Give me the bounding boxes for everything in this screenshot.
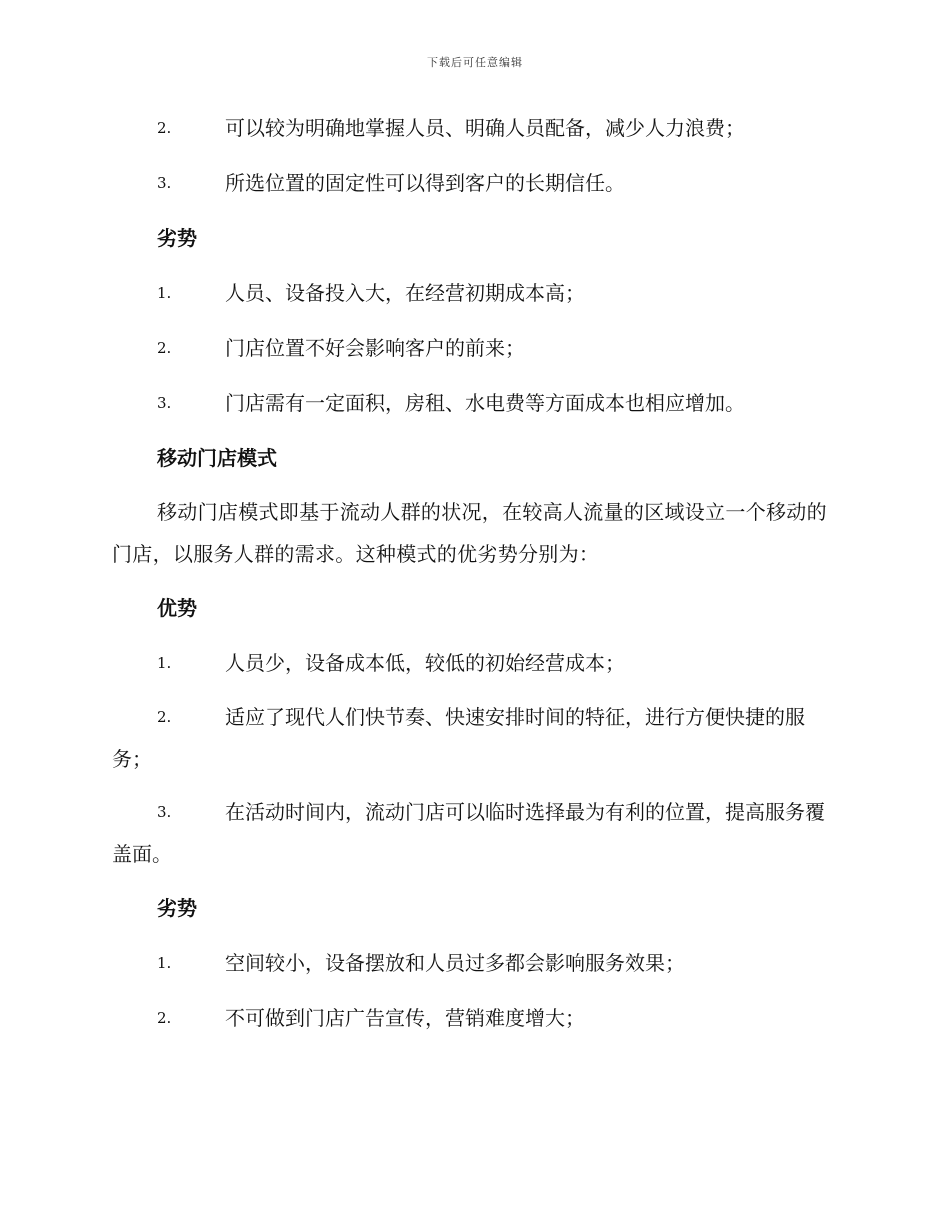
list-number: 2. <box>157 708 172 726</box>
list-text: 适应了现代人们快节奏、快速安排时间的特征，进行方便快捷的服务； <box>112 705 805 771</box>
list-text: 人员、设备投入大，在经营初期成本高； <box>225 281 585 305</box>
list-number: 3. <box>157 174 172 192</box>
list-item <box>112 941 834 985</box>
list-number: 1. <box>157 954 172 972</box>
list-item <box>112 161 834 205</box>
list-item <box>112 271 834 315</box>
list-text: 在活动时间内，流动门店可以临时选择最为有利的位置，提高服务覆盖面。 <box>112 800 825 866</box>
list-item <box>112 696 834 780</box>
list-number: 3. <box>157 803 172 821</box>
list-item <box>112 791 834 875</box>
list-item <box>112 326 834 370</box>
list-text: 门店位置不好会影响客户的前来； <box>225 336 525 360</box>
section-heading-disadvantages: 劣势 <box>157 896 197 920</box>
list-number: 2. <box>157 1009 172 1027</box>
list-number: 2. <box>157 119 172 137</box>
list-item <box>112 106 834 150</box>
intro-paragraph: 移动门店模式即基于流动人群的状况，在较高人流量的区域设立一个移动的门店，以服务人群的需求。这种模式的优劣势分别为： <box>112 500 827 566</box>
list-text: 不可做到门店广告宣传，营销难度增大； <box>225 1006 585 1030</box>
list-text: 门店需有一定面积，房租、水电费等方面成本也相应增加。 <box>225 391 745 415</box>
list-number: 3. <box>157 394 172 412</box>
list-item <box>112 996 834 1040</box>
section-heading-mobile-store: 移动门店模式 <box>157 446 277 470</box>
document-body <box>112 106 834 1051</box>
header-note: 下载后可任意编辑 <box>427 56 523 69</box>
list-text: 空间较小，设备摆放和人员过多都会影响服务效果； <box>225 951 685 975</box>
list-item <box>112 381 834 425</box>
list-number: 2. <box>157 339 172 357</box>
list-number: 1. <box>157 654 172 672</box>
list-text: 所选位置的固定性可以得到客户的长期信任。 <box>225 171 625 195</box>
section-heading-disadvantages: 劣势 <box>157 226 197 250</box>
list-number: 1. <box>157 284 172 302</box>
section-heading-advantages: 优势 <box>157 596 197 620</box>
list-text: 人员少，设备成本低，较低的初始经营成本； <box>225 651 625 675</box>
list-text: 可以较为明确地掌握人员、明确人员配备，减少人力浪费； <box>225 116 745 140</box>
list-item <box>112 641 834 685</box>
